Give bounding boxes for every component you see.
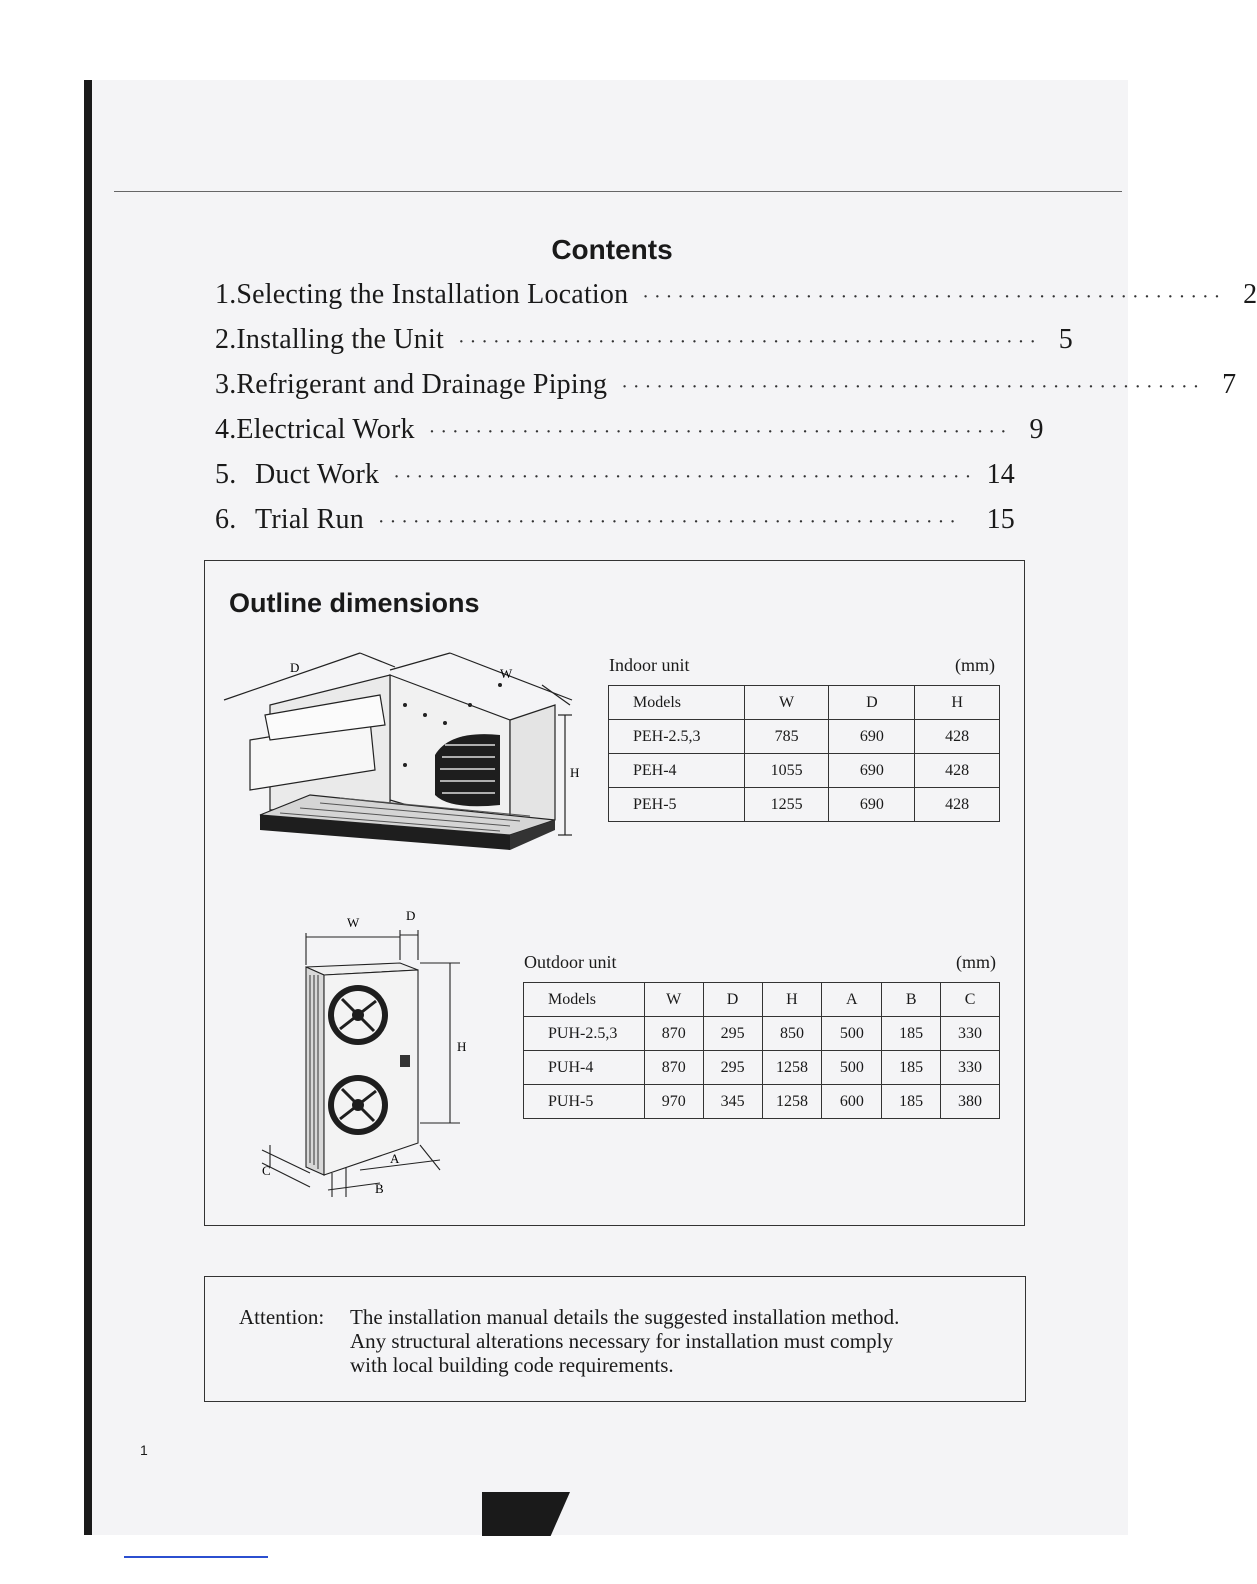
table-cell: 330 [941,1017,1000,1051]
toc-item[interactable] [215,504,1015,549]
table-header-cell: D [829,686,915,720]
table-cell: 690 [829,754,915,788]
outdoor-label-w: W [347,915,360,930]
page-number: 1 [140,1442,148,1458]
toc-leader-dots: ·················································· [393,466,977,488]
outdoor-label-b: B [375,1181,384,1196]
table-header-cell: B [882,983,941,1017]
toc-leader-dots: ·················································· [457,331,1041,353]
toc-item-page: 15 [986,504,1015,535]
toc-item-label: Trial Run [255,504,364,535]
table-row [609,754,1000,788]
table-header-cell: D [703,983,762,1017]
table-cell: 870 [644,1017,703,1051]
table-cell: 1055 [744,754,829,788]
table-cell: PEH-5 [609,788,745,822]
outdoor-unit-diagram [250,905,480,1200]
toc-leader-dots: ·················································· [642,286,1226,308]
toc-item-number: 4. [215,414,237,445]
toc-item-page: 9 [1029,414,1044,445]
table-header-cell: Models [609,686,745,720]
outline-dimensions-title: Outline dimensions [229,588,480,618]
table-cell: 428 [915,720,1000,754]
table-cell: 295 [703,1051,762,1085]
table-header-cell: W [644,983,703,1017]
page-edge-shadow [84,80,92,1535]
table-cell: 185 [882,1051,941,1085]
toc-item-page: 14 [986,459,1015,490]
table-cell: 690 [829,788,915,822]
table-cell: 380 [941,1085,1000,1119]
outdoor-unit-units: (mm) [956,952,996,972]
table-header-cell: C [941,983,1000,1017]
attention-line: The installation manual details the suggested installation method. [350,1305,900,1329]
table-of-contents [215,279,1257,549]
indoor-unit-units: (mm) [955,655,995,675]
table-cell: 185 [882,1085,941,1119]
toc-item-label: Electrical Work [236,414,415,445]
table-cell: PEH-2.5,3 [609,720,745,754]
indoor-label-h: H [570,765,580,780]
table-cell: 330 [941,1051,1000,1085]
indoor-label-w: W [500,666,513,681]
toc-item-label: Installing the Unit [236,324,444,355]
table-cell: PUH-2.5,3 [524,1017,645,1051]
toc-item-number: 3. [215,369,237,400]
table-cell: PUH-5 [524,1085,645,1119]
table-cell: 850 [762,1017,822,1051]
table-row [609,788,1000,822]
table-cell: 428 [915,754,1000,788]
toc-item-page: 5 [1058,324,1073,355]
outdoor-unit-caption: Outdoor unit [524,952,617,972]
indoor-label-d: D [290,660,300,675]
outdoor-unit-table [523,982,1000,1119]
table-row [524,1017,1000,1051]
toc-item[interactable] [215,279,1257,324]
indoor-unit-caption: Indoor unit [609,655,690,675]
table-cell: 428 [915,788,1000,822]
attention-label: Attention: [239,1305,325,1329]
table-header-cell: W [744,686,829,720]
table-cell: 1258 [762,1051,822,1085]
toc-item[interactable] [215,324,1073,369]
table-cell: 345 [703,1085,762,1119]
outdoor-label-h: H [457,1039,467,1054]
table-header-cell: A [822,983,882,1017]
toc-item-label: Refrigerant and Drainage Piping [236,369,608,400]
toc-leader-dots: ·················································· [377,511,961,533]
toc-item[interactable] [215,369,1237,414]
table-cell: PEH-4 [609,754,745,788]
toc-leader-dots: ·················································· [621,376,1205,398]
table-cell: 600 [822,1085,882,1119]
header-rule [114,191,1122,192]
toc-leader-dots: ·················································· [428,421,1012,443]
attention-text [350,1305,1010,1377]
table-row [524,1051,1000,1085]
table-cell: 500 [822,1017,882,1051]
table-cell: 870 [644,1051,703,1085]
table-cell: 295 [703,1017,762,1051]
indoor-unit-table [608,685,1000,822]
toc-item-label: Duct Work [255,459,380,490]
toc-item[interactable] [215,459,1015,504]
toc-item-number: 2. [215,324,237,355]
attention-line: Any structural alterations necessary for installation must comply [350,1329,893,1353]
outdoor-label-c: C [262,1163,271,1178]
table-cell: 785 [744,720,829,754]
table-row [609,720,1000,754]
attention-line: with local building code requirements. [350,1353,674,1377]
table-header-row [524,983,1000,1017]
toc-item-label: Selecting the Installation Location [236,279,629,310]
toc-item-number: 1. [215,279,237,310]
table-cell: PUH-4 [524,1051,645,1085]
contents-title: Contents [551,234,673,265]
table-cell: 185 [882,1017,941,1051]
table-cell: 1255 [744,788,829,822]
toc-item-number: 6. [215,504,237,535]
table-cell: 500 [822,1051,882,1085]
toc-item[interactable] [215,414,1044,459]
footer-link-underline [124,1556,268,1558]
table-header-cell: Models [524,983,645,1017]
table-cell: 970 [644,1085,703,1119]
toc-item-number: 5. [215,459,237,490]
outdoor-label-a: A [390,1151,400,1166]
indoor-unit-diagram [210,645,590,865]
table-header-cell: H [762,983,822,1017]
toc-item-page: 2 [1243,279,1257,310]
toc-item-page: 7 [1222,369,1237,400]
table-header-cell: H [915,686,1000,720]
table-cell: 690 [829,720,915,754]
table-row [524,1085,1000,1119]
outdoor-label-d: D [406,908,416,923]
table-header-row [609,686,1000,720]
table-cell: 1258 [762,1085,822,1119]
